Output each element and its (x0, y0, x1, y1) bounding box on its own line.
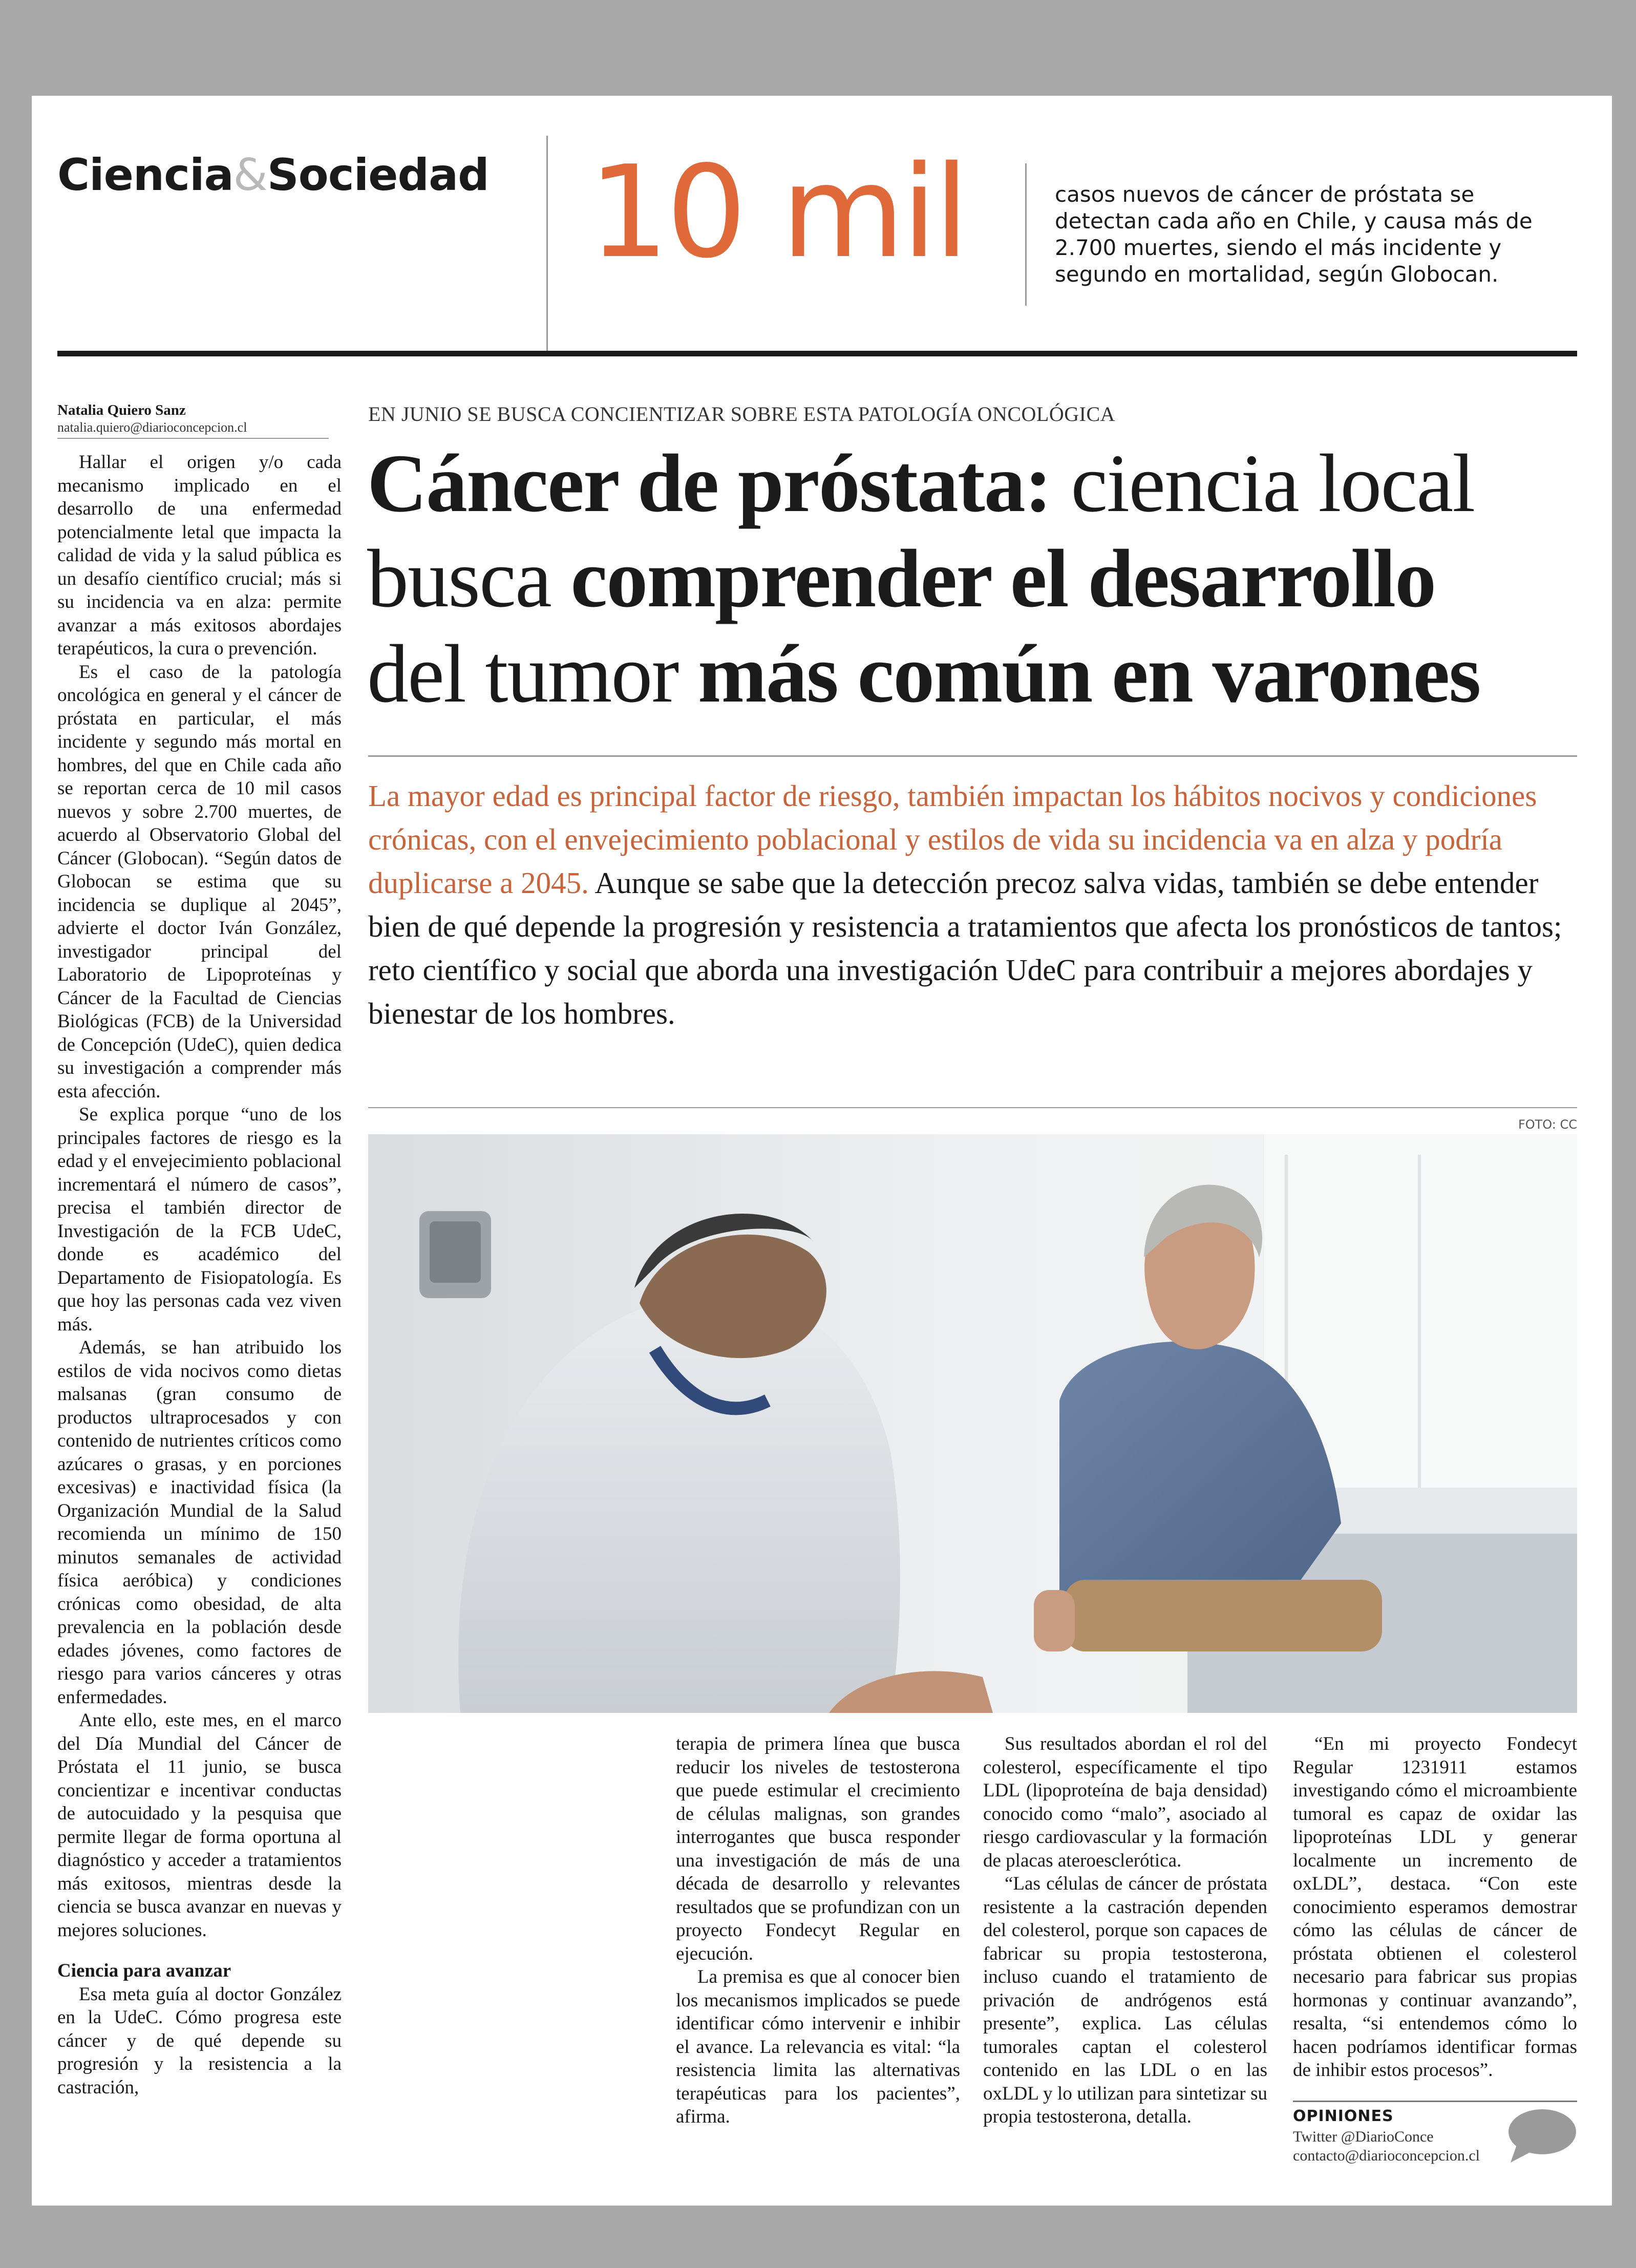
headline-rule (368, 755, 1577, 757)
opinions-email[interactable]: contacto@diarioconcepcion.cl (1293, 2147, 1480, 2164)
paragraph: Esa meta guía al doctor González en la UdeC. Cómo progresa este cáncer y de qué depende su progresión y la resistencia a la castración, (57, 1983, 342, 2098)
article-column-3 (983, 1732, 1267, 2129)
article-photo (368, 1134, 1577, 1713)
subhead: Ciencia para avanzar (57, 1960, 231, 1981)
paragraph: Hallar el origen y/o cada mecanismo implicado en el desarrollo de una enfermedad potencialmente letal que impacta la calidad de vida y la salud pública es un desafío científico crucial; más si su incidencia va en alza: permite avanzar a más exitosos abordajes terapéuticos, la cura o prevención. (57, 452, 342, 659)
highlight-text: casos nuevos de cáncer de próstata se detectan cada año en Chile, y causa más de 2.700 muertes, siendo el más incidente y segundo en mortalidad, según Globocan. (1055, 182, 1533, 287)
section-title (57, 150, 489, 201)
article-column-2 (676, 1732, 960, 2129)
photo-credit: FOTO: CC (1518, 1117, 1577, 1132)
section-title-part2: Sociedad (267, 150, 489, 201)
highlight-divider (1025, 163, 1027, 306)
article-column-1 (57, 451, 342, 2099)
lead-rest: Aunque se sabe que la detección precoz salva vidas, también se debe entender bien de qué depende la progresión y resistencia a tratamientos que afecta los pronósticos de tantos; reto científico y social que aborda una investigación UdeC para contribuir a mejores abordajes y bienestar de los hombres. (368, 866, 1562, 1030)
lead-highlight: La mayor edad es principal factor de riesgo, también impactan los hábitos nocivos y condiciones crónicas, con el envejecimiento poblacional y estilos de vida su incidencia va en alza y podría duplicarse a 2045. (368, 779, 1537, 900)
paragraph: Sus resultados abordan el rol del colesterol, específicamente el tipo LDL (lipoproteína de baja densidad) conocido como “malo”, asociado al riesgo cardiovascular y la formación de placas ateroesclerótica. (983, 1733, 1267, 1871)
paragraph: Es el caso de la patología oncológica en general y el cáncer de próstata en particular, el más incidente y segundo más mortal en hombres, del que en Chile cada año se reportan cerca de 10 mil casos nuevos y sobre 2.700 muertes, de acuerdo al Observatorio Global del Cáncer (Globocan). “Según datos de Globocan se estima que su incidencia se duplique al 2045”, advierte el doctor Iván González, investigador principal del Laboratorio de Lipoproteínas y Cáncer de la Facultad de Ciencias Biológicas (FCB) de la Universidad de Concepción (UdeC), quien dedica su investigación a comprender más esta afección. (57, 661, 342, 1102)
header-divider (546, 136, 548, 351)
opinions-rule (1293, 2101, 1577, 2102)
headline-line-2: busca comprender el desarrollo (367, 533, 1436, 625)
newspaper-page (32, 96, 1612, 2206)
paragraph: La premisa es que al conocer bien los mecanismos implicados se puede identificar cómo intervenir e inhibir el avance. La relevancia es vital: “la resistencia limita las alternativas terapéuticas para los pacientes”, afirma. (676, 1966, 960, 2127)
header-bottom-rule (57, 351, 1577, 356)
opinions-twitter[interactable]: Twitter @DiarioConce (1293, 2128, 1434, 2145)
speech-bubble-icon (1506, 2107, 1578, 2165)
author-name: Natalia Quiero Sanz (57, 402, 186, 418)
author-email[interactable]: natalia.quiero@diarioconcepcion.cl (57, 420, 247, 435)
doctor-patient-photo (368, 1134, 1577, 1713)
kicker: EN JUNIO SE BUSCA CONCIENTIZAR SOBRE ESTA PATOLOGÍA ONCOLÓGICA (368, 402, 1116, 426)
headline-line-3: del tumor más común en varones (367, 628, 1480, 720)
paragraph: “En mi proyecto Fondecyt Regular 1231911 estamos investigando cómo el microambiente tumoral es capaz de oxidar las lipoproteínas LDL y generar localmente un incremento de oxLDL”, destaca. “Con este conocimiento esperamos demostrar cómo las células de cáncer de próstata obtienen el colesterol necesario para fabricar sus propias hormonas y continuar avanzando”, resalta, “si entendemos cómo lo hacen podríamos identificar formas de inhibir estos procesos”. (1293, 1733, 1577, 2081)
article-column-4 (1293, 1732, 1577, 2082)
opinions-title: OPINIONES (1293, 2107, 1394, 2125)
headline (367, 436, 1586, 722)
headline-line-1: Cáncer de próstata: ciencia local (367, 438, 1475, 529)
paragraph: Ante ello, este mes, en el marco del Día Mundial del Cáncer de Próstata el 11 junio, se busca concientizar e incentivar conductas de autocuidado y la pesquisa que permite llegar de forma oportuna al diagnóstico y acceder a tratamientos más exitosos, mientras desde la ciencia se busca avanzar en nuevas y mejores soluciones. (57, 1710, 342, 1941)
paragraph: terapia de primera línea que busca reducir los niveles de testosterona que puede estimular el crecimiento de células malignas, son grandes interrogantes que busca responder una investigación de más de una década de desarrollo y relevantes resultados que se profundizan con un proyecto Fondecyt Regular en ejecución. (676, 1733, 960, 1964)
paragraph: Se explica porque “uno de los principales factores de riesgo es la edad y el envejecimiento poblacional incrementará el número de casos”, precisa el también director de Investigación de la FCB UdeC, donde es académico del Departamento de Fisiopatología. Es que hoy las personas cada vez viven más. (57, 1104, 342, 1335)
paragraph: “Las células de cáncer de próstata resistente a la castración dependen del colesterol, porque son capaces de fabricar su propia testosterona, incluso cuando el tratamiento de privación de andrógenos está presente”, explica. Las células tumorales captan el colesterol contenido en las LDL o en las oxLDL y lo utilizan para sintetizar su propia testosterona, detalla. (983, 1873, 1267, 2127)
paragraph: Además, se han atribuido los estilos de vida nocivos como dietas malsanas (gran consumo de productos ultraprocesados y con contenido de nutrientes críticos como azúcares o grasas, y en porciones excesivas) e inactividad física (la Organización Mundial de la Salud recomienda un mínimo de 150 minutos semanales de actividad física aeróbica) y condiciones crónicas como obesidad, de alta prevalencia en la población desde edades jóvenes, como factores de riesgo para varios cánceres y otras enfermedades. (57, 1337, 342, 1708)
lead-paragraph (368, 774, 1579, 1035)
section-title-amp: & (233, 150, 267, 201)
section-title-part1: Ciencia (57, 150, 233, 201)
photo-top-rule (368, 1107, 1577, 1108)
byline-rule (57, 438, 329, 439)
highlight-number: 10 mil (588, 139, 966, 286)
